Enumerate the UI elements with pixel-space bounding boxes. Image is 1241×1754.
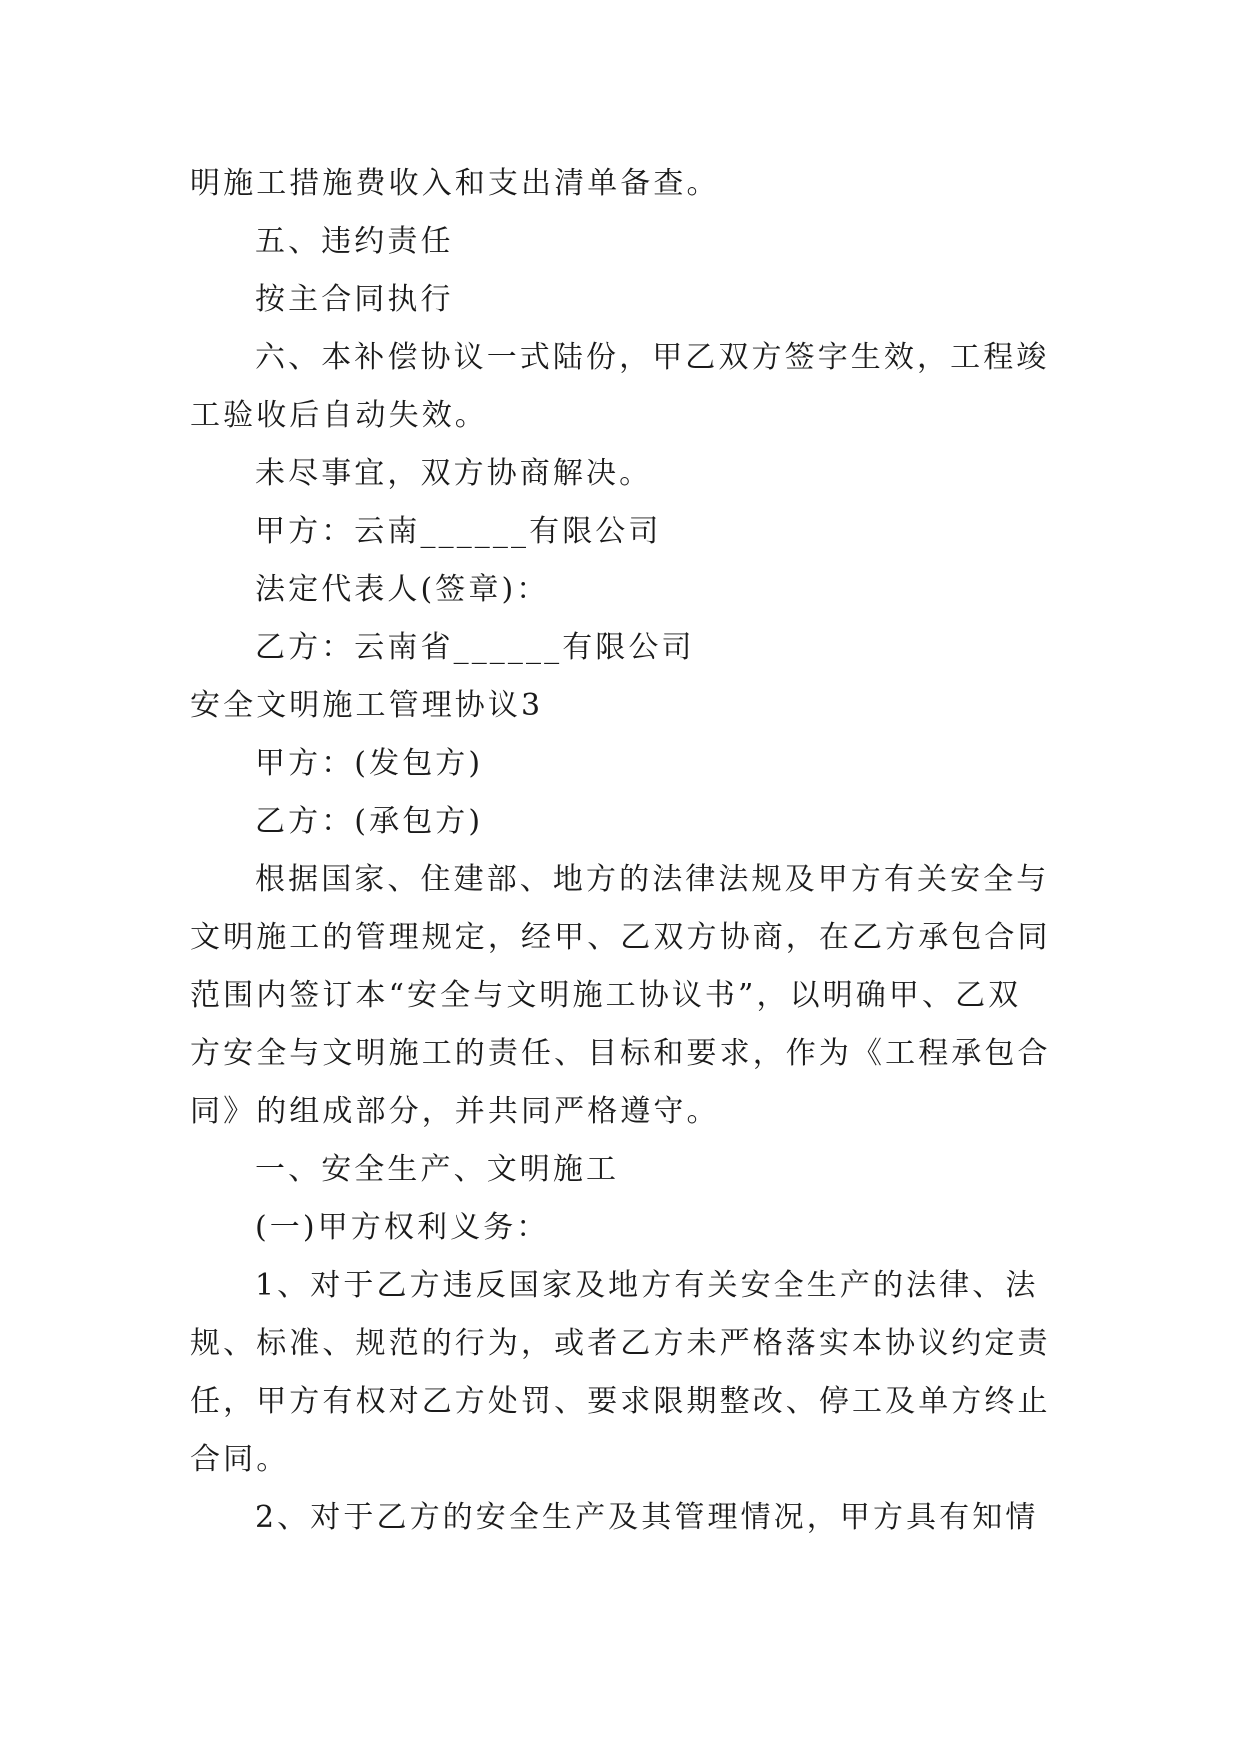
list-item: 1、对于乙方违反国家及地方有关安全生产的法律、法 (255, 1268, 1039, 1303)
legal-representative-line: 法定代表人(签章)： (255, 572, 550, 607)
paragraph-continuation: 规、标准、规范的行为，或者乙方未严格落实本协议约定责 (190, 1326, 1051, 1361)
paragraph-continuation: 工验收后自动失效。 (190, 398, 488, 433)
party-a-line: 甲方：云南______有限公司 (255, 514, 662, 549)
paragraph: 未尽事宜，双方协商解决。 (255, 456, 653, 491)
subsection-heading: (一)甲方权利义务： (255, 1210, 550, 1245)
paragraph-continuation: 文明施工的管理规定，经甲、乙双方协商，在乙方承包合同 (190, 920, 1051, 955)
paragraph-continuation: 范围内签订本“安全与文明施工协议书”，以明确甲、乙双 (190, 978, 1022, 1013)
paragraph-continuation: 明施工措施费收入和支出清单备查。 (190, 166, 720, 201)
document-title: 安全文明施工管理协议3 (190, 688, 544, 723)
list-item: 2、对于乙方的安全生产及其管理情况，甲方具有知情 (255, 1500, 1039, 1535)
paragraph-continuation: 任，甲方有权对乙方处罚、要求限期整改、停工及单方终止 (190, 1384, 1051, 1419)
party-b-line: 乙方：(承包方) (255, 804, 484, 839)
party-a-line: 甲方：(发包方) (255, 746, 484, 781)
section-heading-six: 六、本补偿协议一式陆份，甲乙双方签字生效，工程竣 (255, 340, 1050, 375)
section-heading-one: 一、安全生产、文明施工 (255, 1152, 620, 1187)
section-heading-breach-liability: 五、违约责任 (255, 224, 454, 259)
party-b-line: 乙方：云南省______有限公司 (255, 630, 695, 665)
paragraph: 按主合同执行 (255, 282, 454, 317)
paragraph-continuation: 方安全与文明施工的责任、目标和要求，作为《工程承包合 (190, 1036, 1051, 1071)
paragraph: 根据国家、住建部、地方的法律法规及甲方有关安全与 (255, 862, 1050, 897)
paragraph-continuation: 同》的组成部分，并共同严格遵守。 (190, 1094, 720, 1129)
paragraph-continuation: 合同。 (190, 1442, 290, 1477)
